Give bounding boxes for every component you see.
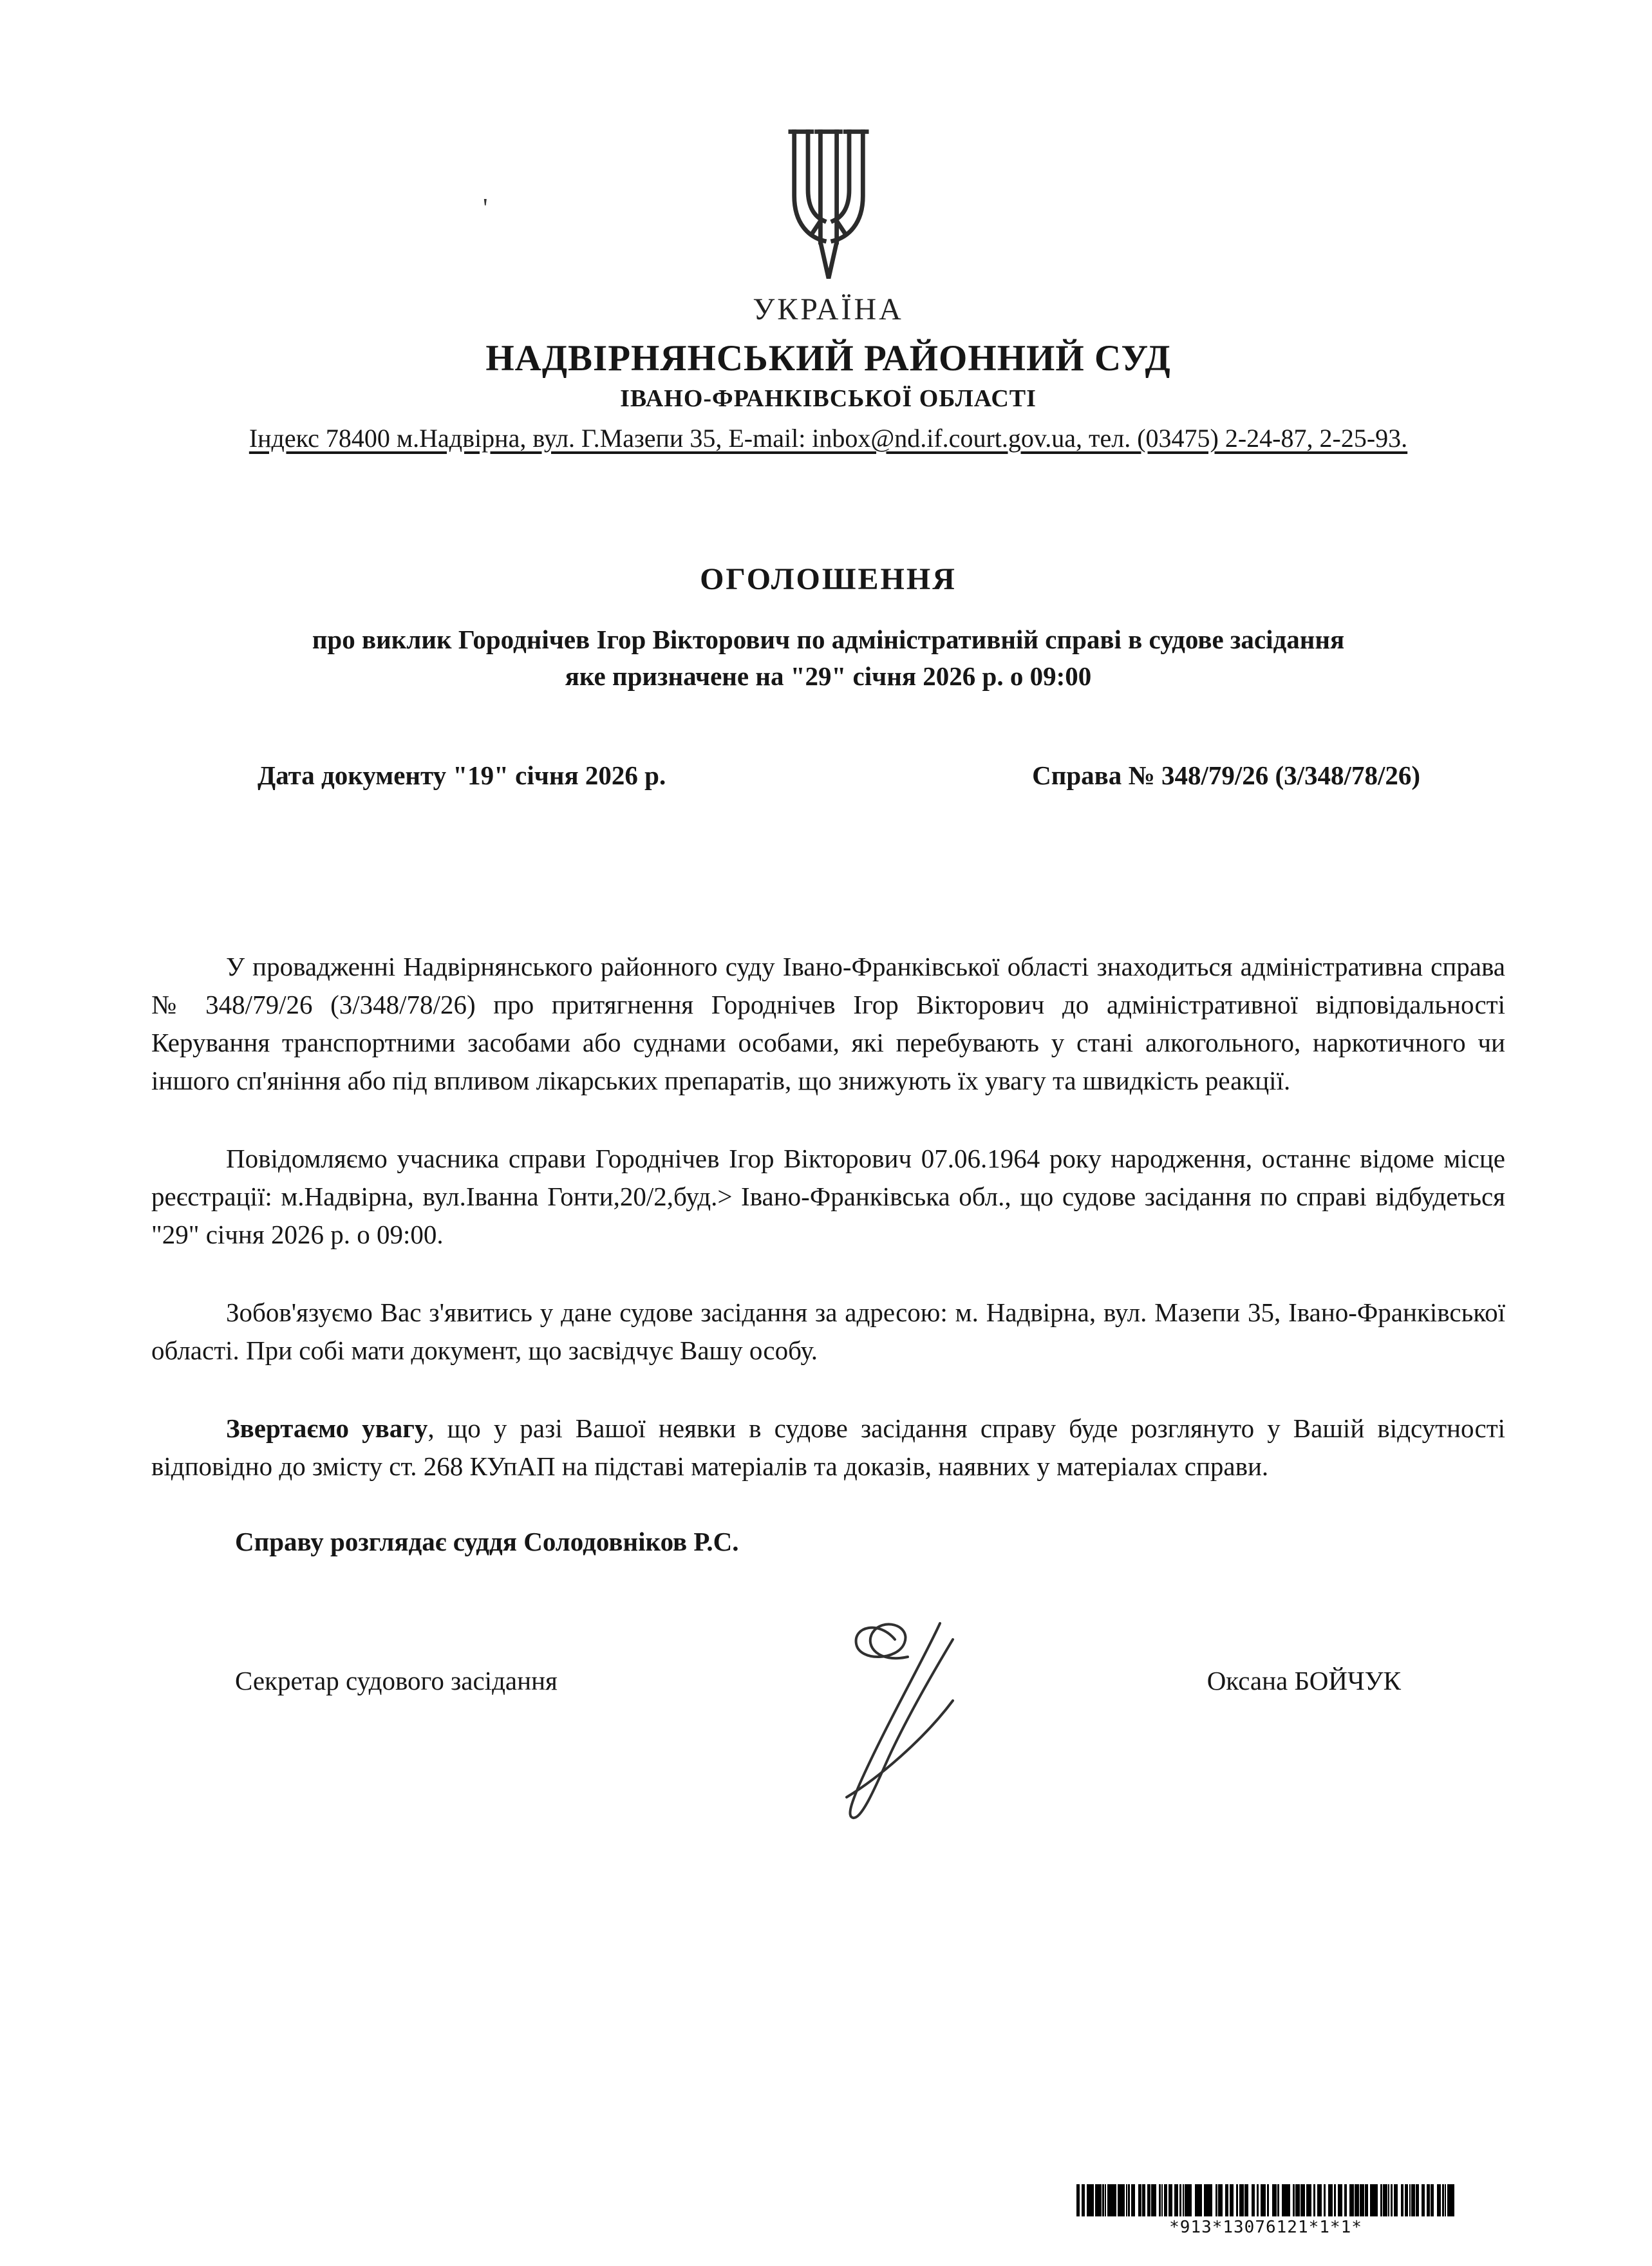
secretary-label: Секретар судового засідання	[235, 1665, 558, 1695]
case-number: Справа № 348/79/26 (3/348/78/26)	[1032, 760, 1420, 791]
emblem-container	[151, 122, 1505, 288]
warning-rest-text: , що у разі Вашої неявки в судове засідання справу буде розглянуто у Вашій відсутності відповідно до змісту ст. 268 КУпАП на підставі матеріалів та доказів, наявних у матеріалах справи.	[151, 1413, 1505, 1482]
signature-row	[151, 1665, 1505, 1696]
judge-line: Справу розглядає суддя Солодовніков Р.С.	[235, 1526, 739, 1556]
court-name: НАДВІРНЯНСЬКИЙ РАЙОННИЙ СУД	[485, 338, 1171, 379]
document-date: Дата документу "19" січня 2026 р.	[258, 760, 666, 791]
court-contact-line: Індекс 78400 м.Надвірна, вул. Г.Мазепи 35, E-mail: inbox@nd.if.court.gov.ua, тел. (03475) 2-24-87, 2-25-93.	[249, 424, 1408, 453]
scan-artifact-mark: '	[483, 194, 488, 223]
announcement-subtitle-line1: про виклик Городнічев Ігор Вікторович по адміністративній справі в судове засідання	[312, 625, 1345, 654]
barcode-value: *913*13076121*1*1*	[1169, 2218, 1362, 2237]
country-name: УКРАЇНА	[753, 292, 904, 326]
announcement-subtitle-line2: яке призначене на "29" січня 2026 р. о 09:00	[565, 661, 1092, 691]
document-meta-row	[151, 760, 1505, 791]
court-region: ІВАНО-ФРАНКІВСЬКОЇ ОБЛАСТІ	[620, 385, 1037, 412]
document-body	[151, 948, 1505, 1556]
secretary-name: Оксана БОЙЧУК	[1206, 1665, 1401, 1695]
body-paragraph-obligation: Зобов'язуємо Вас з'явитись у дане судове засідання за адресою: м. Надвірна, вул. Мазепи 35, Івано-Франківської області. При собі мати документ, що засвідчує Вашу особу.	[151, 1298, 1505, 1366]
ukraine-trident-icon	[780, 276, 877, 287]
handwritten-signature-icon	[808, 1604, 1001, 1829]
barcode-icon	[1076, 2184, 1455, 2216]
announcement-title: ОГОЛОШЕННЯ	[700, 562, 957, 596]
warning-lead-text: Звертаємо увагу	[226, 1413, 428, 1444]
body-paragraph-warning	[151, 1410, 1505, 1486]
body-paragraph-notification: Повідомляємо учасника справи Городнічев Ігор Вікторович 07.06.1964 року народження, останнє відоме місце реєстрації: м.Надвірна, вул.Іванна Гонти,20/2,буд.> Івано-Франківська обл., що судове засідання по справі відбудеться "29" січня 2026 р. о 09:00.	[151, 1144, 1505, 1250]
body-paragraph-proceedings: У провадженні Надвірнянського районного суду Івано-Франківської області знаходиться адміністративна справа № 348/79/26 (3/348/78/26) про притягнення Городнічев Ігор Вікторович до адміністративної відповідальності Керування транспортними засобами або суднами особами, які перебувають у стані алкогольного, наркотичного чи іншого сп'яніння або під впливом лікарських препаратів, що знижують їх увагу та швидкість реакції.	[151, 952, 1505, 1096]
barcode-block	[1076, 2184, 1455, 2237]
